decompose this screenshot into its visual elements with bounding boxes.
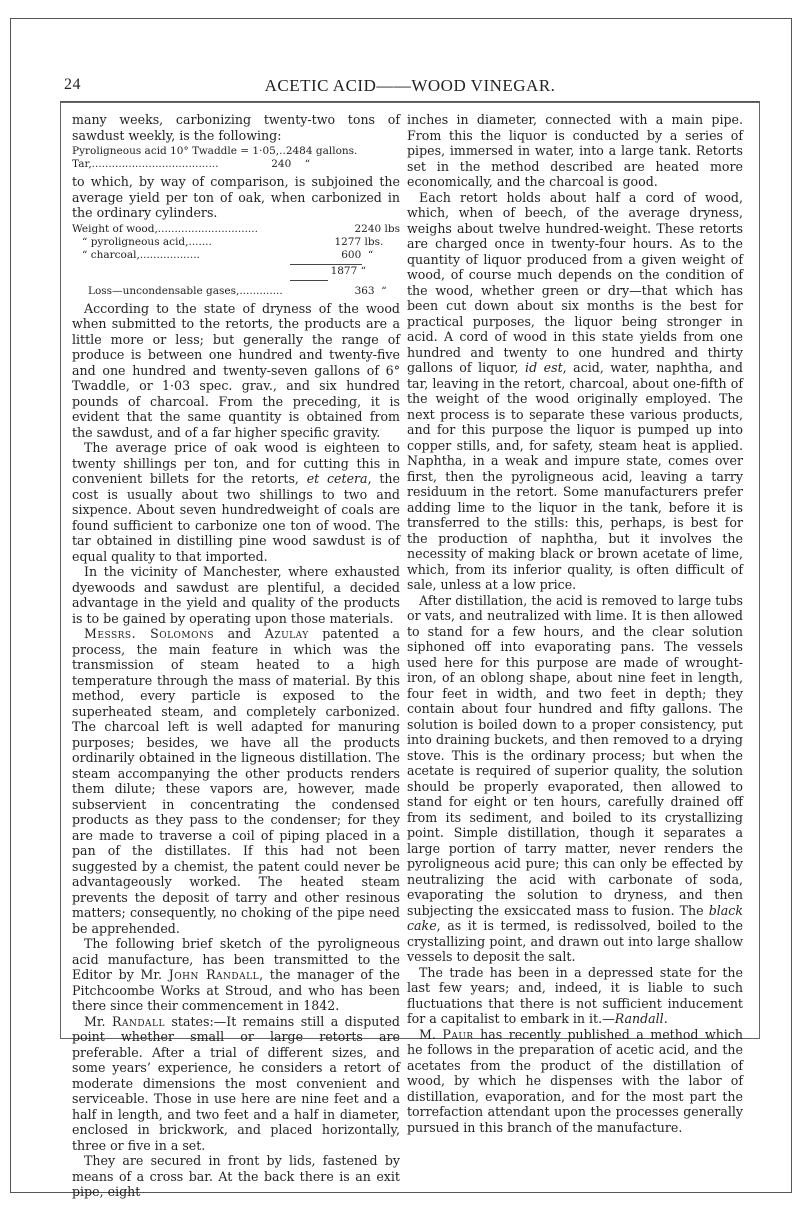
- table-cell: 600 “: [341, 248, 400, 261]
- table-row: [72, 285, 400, 298]
- table-cell: 363 “: [354, 284, 400, 297]
- table-cell: “ charcoal,..................: [82, 248, 200, 261]
- table-sum: 1877 “: [330, 264, 366, 277]
- paragraph: inches in diameter, connected with a main pipe. From this the liquor is conducted by a series of pipes, immersed in water, into a large tank. Retorts set in the method described are heated more economically, and the charcoal is good.: [407, 112, 743, 189]
- paragraph: After distillation, the acid is removed to large tubs or vats, and neutralized with lime. It is then allowed to stand for a few hours, and the clear solution siphoned off into evaporating pans. The vessels used here for this purpose are made of wrought-iron, of an oblong shape, about nine feet in length, four feet in width, and two feet in depth; they contain about four hundred and fifty gallons. The solution is boiled down to a proper consistency, put into draining buckets, and then removed to a drying stove. This is the ordinary process; but when the acetate is required of superior quality, the solution should be properly evaporated, then allowed to stand for eight or ten hours, carefully drained off from its sediment, and boiled to its crystallizing point. Simple distillation, though it separates a large portion of tarry matter, never renders the pyroligneous acid pure; this can only be effected by neutralizing the acid with carbonate of soda, evaporating the solution to dryness, and then subjecting the exsiccated mass to fusion. The black cake, as it is termed, is redissolved, boiled to the crystallizing point, and drawn out into large shallow vessels to deposit the salt.: [407, 592, 743, 964]
- sum-rule: [290, 280, 328, 281]
- paragraph: to which, by way of comparison, is subjoined the average yield per ton of oak, when carbonized in the ordinary cylinders.: [72, 174, 400, 220]
- table-row: [72, 249, 400, 262]
- yield-table-sawdust: [72, 145, 400, 171]
- paragraph: Each retort holds about half a cord of wood, which, when of beech, of the average dryness, weighs about twelve hundred-weight. These retorts are charged once in twenty-four hours. As to the quantity of liquor produced from a given weight of wood, of course much depends on the condition of the wood, whether green or dry—that which has been cut down about six months is the best for practical purposes, the liquor being stronger in acid. A cord of wood in this state yields from one hundred and twenty to one hundred and thirty gallons of liquor, id est, acid, water, naphtha, and tar, leaving in the retort, charcoal, about one-fifth of the weight of the wood originally employed. The next process is to separate these various products, and for this purpose the liquor is pumped up into copper stills, and, for safety, steam heat is applied. Naphtha, in a weak and impure state, comes over first, then the pyroligneous acid, leaving a tarry residuum in the retort. Some manufacturers prefer adding lime to the liquor in the tank, before it is transferred to the stills: this, perhaps, is best for the production of naphtha, but it involves the necessity of making black or brown acetate of lime, which, from its inferior quality, is often difficult of sale, unless at a low price.: [407, 189, 743, 592]
- right-column: [407, 112, 743, 1135]
- paragraph: The average price of oak wood is eighteen to twenty shillings per ton, and for cutting this in convenient billets for the retorts, et cetera, the cost is usually about two shillings to two and sixpence. About seven hundredweight of coals are found sufficient to carbonize one ton of wood. The tar obtained in distilling pine wood sawdust is of equal quality to that imported.: [72, 440, 400, 564]
- left-column: [72, 112, 400, 1200]
- page-number: 24: [64, 76, 81, 93]
- table-row: [72, 145, 400, 158]
- table-cell: 1277 lbs.: [334, 235, 400, 248]
- paragraph: The following brief sketch of the pyroligneous acid manufacture, has been transmitted to the Editor by Mr. John Randall, the manager of the Pitchcoombe Works at Stroud, and who has been there since their commencement in 1842.: [72, 936, 400, 1013]
- paragraph: According to the state of dryness of the wood when submitted to the retorts, the products are a little more or less; but generally the range of produce is between one hundred and twenty-five and one hundred and twenty-seven gallons of 6° Twaddle, or 1·03 spec. grav., and six hundred pounds of charcoal. From the preceding, it is evident that the same quantity is obtained from the sawdust, and of a far higher specific gravity.: [72, 300, 400, 440]
- table-cell: Pyroligneous acid 10° Twaddle = 1·05,..2484 gallons.: [72, 145, 358, 157]
- paragraph: The trade has been in a depressed state for the last few years; and, indeed, it is liable to such fluctuations that there is not sufficient inducement for a capitalist to embark in it.—Randall.: [407, 964, 743, 1026]
- table-row: [72, 158, 400, 171]
- paragraph: They are secured in front by lids, fastened by means of a cross bar. At the back there is an exit pipe, eight: [72, 1153, 400, 1199]
- table-cell: Weight of wood,..............................: [72, 222, 258, 235]
- yield-table-oak: [72, 223, 400, 298]
- paragraph: M. Paur has recently published a method which he follows in the preparation of acetic acid, and the acetates from the product of the distillation of wood, by which he dispenses with the labor of distillation, evaporation, and for the most part the torrefaction attendant upon the processes generally pursued in this branch of the manufacture.: [407, 1026, 743, 1135]
- table-cell: Loss—uncondensable gases,.............: [88, 284, 283, 297]
- table-cell: “ pyroligneous acid,.......: [82, 235, 212, 248]
- table-cell: 2240 lbs: [354, 222, 400, 235]
- paragraph: Mr. Randall states:—It remains still a disputed point whether small or large retorts are preferable. After a trial of different sizes, and some years’ experience, he considers a retort of moderate dimensions the most convenient and serviceable. Those in use here are nine feet and a half in length, and two feet and a half in diameter, enclosed in brickwork, and placed horizontally, three or five in a set.: [72, 1013, 400, 1153]
- table-cell: 240 “: [271, 158, 310, 170]
- table-row: [72, 236, 400, 249]
- paragraph: many weeks, carbonizing twenty-two tons of sawdust weekly, is the following:: [72, 112, 400, 143]
- page-title: ACETIC ACID——WOOD VINEGAR.: [264, 76, 556, 95]
- paragraph: In the vicinity of Manchester, where exhausted dyewoods and sawdust are plentiful, a decided advantage in the yield and quality of the products is to be gained by operating upon those materials.: [72, 564, 400, 626]
- paragraph: Messrs. Solomons and Azulay patented a process, the main feature in which was the transmission of steam heated to a high temperature through the mass of material. By this method, every particle is exposed to the superheated steam, and completely carbonized. The charcoal left is well adapted for manuring purposes; besides, we have all the products ordinarily obtained in the ligneous distillation. The steam accompanying the other products renders them dilute; these vapors are, however, made subservient in concentrating the condensed products as they pass to the condenser; for they are made to traverse a coil of piping placed in a pan of the distillates. If this had not been suggested by a chemist, the patent could never be advantageously worked. The heated steam prevents the deposit of tarry and other resinous matters; consequently, no choking of the pipe need be apprehended.: [72, 626, 400, 936]
- running-header: [60, 76, 760, 100]
- table-row: [72, 223, 400, 236]
- table-cell: Tar,......................................: [72, 158, 219, 170]
